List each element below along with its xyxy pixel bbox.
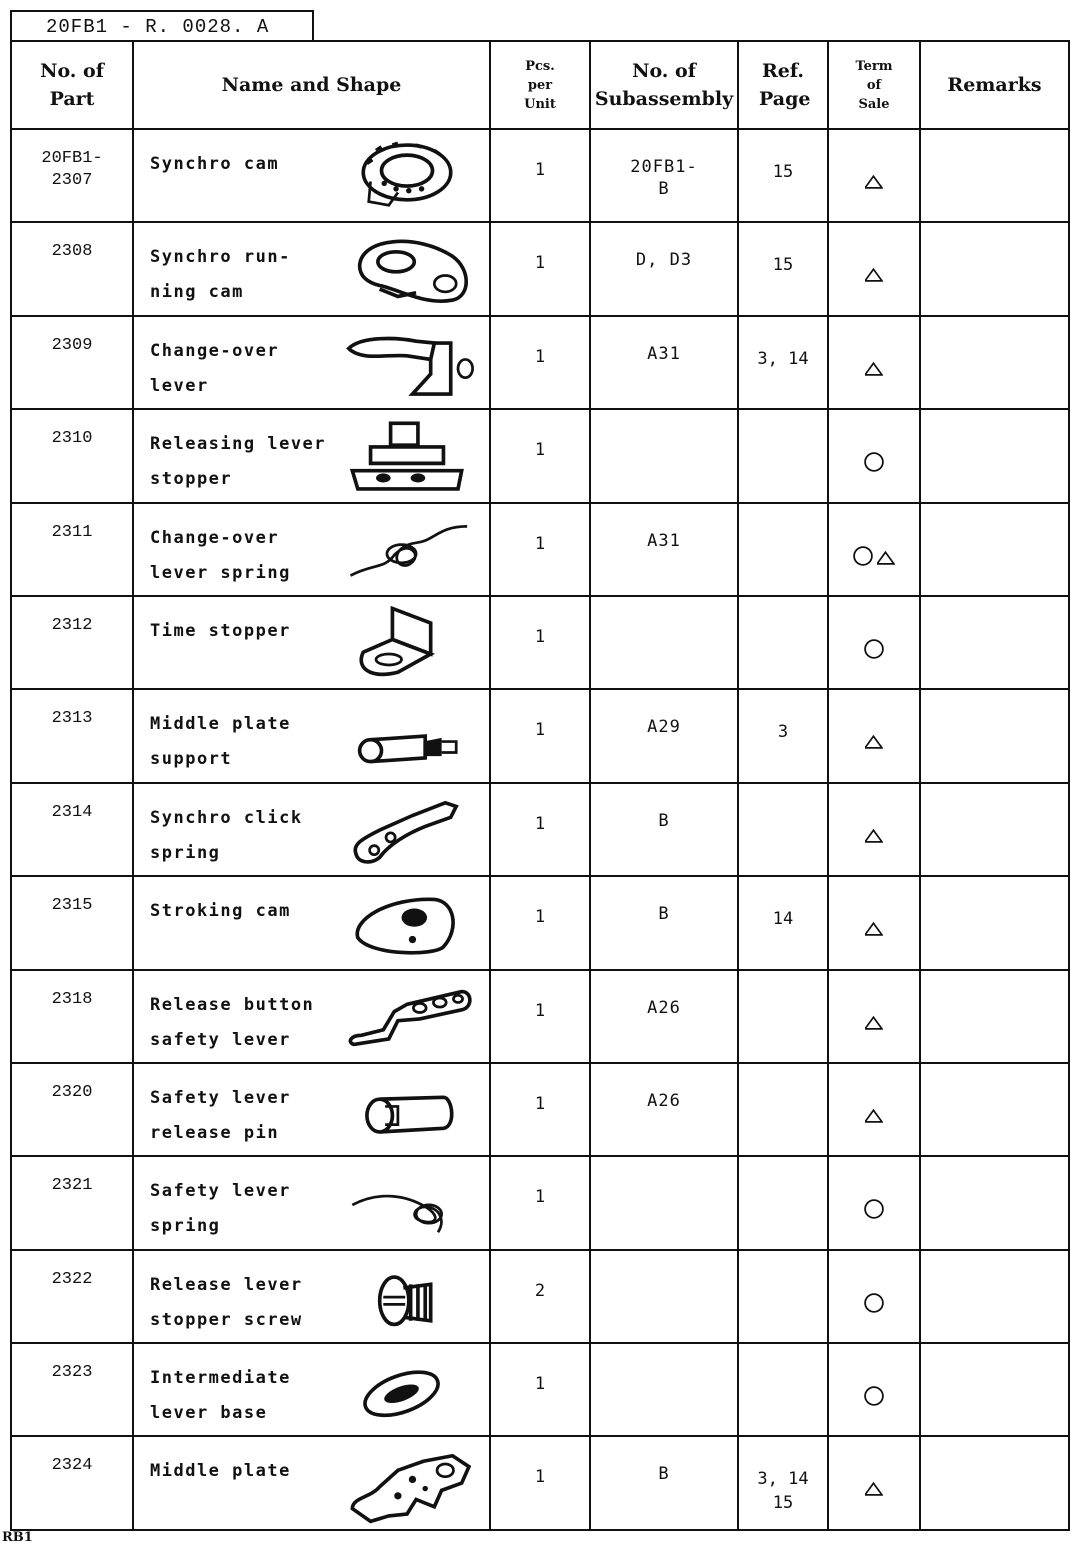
subassembly-number: A29	[590, 689, 738, 782]
plate-support-icon	[337, 696, 477, 778]
pieces-per-unit: 2	[490, 1250, 590, 1343]
table-row	[11, 409, 1069, 502]
part-number: 2311	[11, 503, 133, 596]
remarks-cell	[920, 316, 1069, 409]
part-name: Safety lever release pin	[150, 1087, 291, 1143]
click-spring-icon	[337, 790, 477, 872]
part-name: Middle plate support	[150, 714, 291, 770]
ref-page	[738, 1250, 828, 1343]
header-ref-page: Ref. Page	[738, 41, 828, 129]
term-of-sale	[828, 783, 920, 876]
term-of-sale	[828, 409, 920, 502]
remarks-cell	[920, 596, 1069, 689]
part-name-cell	[133, 689, 490, 782]
subassembly-number: B	[590, 1436, 738, 1529]
part-name: Releasing lever stopper	[150, 434, 327, 490]
stroking-cam-icon	[337, 883, 477, 965]
remarks-cell	[920, 783, 1069, 876]
pieces-per-unit: 1	[490, 596, 590, 689]
table-row	[11, 503, 1069, 596]
ref-page	[738, 783, 828, 876]
part-name-cell	[133, 316, 490, 409]
ref-page: 3, 14	[738, 316, 828, 409]
table-row	[11, 222, 1069, 315]
term-of-sale	[828, 222, 920, 315]
ref-page: 15	[738, 222, 828, 315]
part-name: Time stopper	[150, 620, 291, 641]
part-name-cell	[133, 783, 490, 876]
triangle-icon	[865, 732, 883, 750]
lever-base-icon	[337, 1350, 477, 1432]
part-name: Middle plate	[150, 1461, 291, 1482]
part-number: 2324	[11, 1436, 133, 1529]
remarks-cell	[920, 1250, 1069, 1343]
part-name-cell	[133, 222, 490, 315]
part-number: 2315	[11, 876, 133, 969]
part-name: Synchro cam	[150, 154, 280, 174]
running-cam-icon	[337, 229, 477, 311]
part-name-cell	[133, 1250, 490, 1343]
ref-page	[738, 1063, 828, 1156]
pieces-per-unit: 1	[490, 409, 590, 502]
term-of-sale	[828, 1250, 920, 1343]
triangle-icon	[865, 1013, 883, 1031]
term-of-sale	[828, 129, 920, 222]
release-pin-icon	[337, 1070, 477, 1152]
part-name: Intermediate lever base	[150, 1368, 291, 1424]
table-row	[11, 596, 1069, 689]
subassembly-number	[590, 596, 738, 689]
part-name: Release lever stopper screw	[150, 1274, 303, 1330]
part-number: 2322	[11, 1250, 133, 1343]
part-number: 2323	[11, 1343, 133, 1436]
circle-icon	[864, 639, 884, 659]
subassembly-number: A31	[590, 503, 738, 596]
stopper-screw-icon	[337, 1257, 477, 1339]
remarks-cell	[920, 129, 1069, 222]
subassembly-number: A26	[590, 1063, 738, 1156]
safety-lever-icon	[337, 977, 477, 1059]
table-row	[11, 316, 1069, 409]
part-name-cell	[133, 503, 490, 596]
part-number: 2321	[11, 1156, 133, 1249]
pieces-per-unit: 1	[490, 689, 590, 782]
table-row	[11, 1156, 1069, 1249]
pieces-per-unit: 1	[490, 970, 590, 1063]
table-row	[11, 1343, 1069, 1436]
table-row	[11, 1063, 1069, 1156]
pieces-per-unit: 1	[490, 222, 590, 315]
subassembly-number: A26	[590, 970, 738, 1063]
subassembly-number: D, D3	[590, 222, 738, 315]
pieces-per-unit: 1	[490, 1063, 590, 1156]
part-name: Synchro run- ning cam	[150, 247, 291, 303]
table-row	[11, 1436, 1069, 1529]
triangle-icon	[865, 172, 883, 190]
header-part-no: No. of Part	[11, 41, 133, 129]
term-of-sale	[828, 876, 920, 969]
part-number: 2308	[11, 222, 133, 315]
part-number: 2318	[11, 970, 133, 1063]
subassembly-number	[590, 1156, 738, 1249]
ref-page	[738, 596, 828, 689]
ref-page	[738, 503, 828, 596]
change-over-lever-icon	[337, 323, 477, 405]
table-row	[11, 970, 1069, 1063]
circle-icon	[864, 1386, 884, 1406]
subassembly-number: 20FB1- B	[590, 129, 738, 222]
triangle-icon	[865, 1106, 883, 1124]
footer-code: RB1	[2, 1530, 33, 1545]
part-name-cell	[133, 1156, 490, 1249]
part-name: Safety lever spring	[150, 1181, 291, 1237]
subassembly-number: A31	[590, 316, 738, 409]
subassembly-number: B	[590, 876, 738, 969]
circle-icon	[864, 1199, 884, 1219]
subassembly-number	[590, 1343, 738, 1436]
part-name: Release button safety lever	[150, 994, 315, 1050]
part-number: 2313	[11, 689, 133, 782]
term-of-sale	[828, 689, 920, 782]
pieces-per-unit: 1	[490, 876, 590, 969]
part-name-cell	[133, 970, 490, 1063]
ref-page: 3, 14 15	[738, 1436, 828, 1529]
parts-table	[10, 40, 1070, 1531]
remarks-cell	[920, 1343, 1069, 1436]
ref-page: 14	[738, 876, 828, 969]
table-row	[11, 783, 1069, 876]
part-name-cell	[133, 1343, 490, 1436]
part-number: 2310	[11, 409, 133, 502]
pieces-per-unit: 1	[490, 1436, 590, 1529]
term-of-sale	[828, 596, 920, 689]
remarks-cell	[920, 689, 1069, 782]
subassembly-number: B	[590, 783, 738, 876]
table-row	[11, 689, 1069, 782]
triangle-icon	[865, 826, 883, 844]
remarks-cell	[920, 970, 1069, 1063]
remarks-cell	[920, 503, 1069, 596]
term-of-sale	[828, 970, 920, 1063]
term-of-sale	[828, 316, 920, 409]
remarks-cell	[920, 222, 1069, 315]
circle-icon	[864, 452, 884, 472]
term-of-sale	[828, 1063, 920, 1156]
middle-plate-icon	[337, 1443, 477, 1525]
part-name: Synchro click spring	[150, 807, 303, 863]
triangle-icon	[865, 359, 883, 377]
triangle-icon	[865, 919, 883, 937]
term-of-sale	[828, 1436, 920, 1529]
triangle-icon	[877, 548, 895, 566]
pieces-per-unit: 1	[490, 503, 590, 596]
remarks-cell	[920, 876, 1069, 969]
part-name: Change-over lever	[150, 340, 280, 396]
ref-page: 3	[738, 689, 828, 782]
time-stopper-icon	[337, 603, 477, 685]
pieces-per-unit: 1	[490, 316, 590, 409]
header-remarks: Remarks	[920, 41, 1069, 129]
triangle-icon	[865, 1479, 883, 1497]
remarks-cell	[920, 1156, 1069, 1249]
header-name-shape: Name and Shape	[133, 41, 490, 129]
safety-spring-icon	[337, 1163, 477, 1245]
term-of-sale	[828, 503, 920, 596]
part-name-cell	[133, 1063, 490, 1156]
part-name-cell	[133, 596, 490, 689]
ref-page: 15	[738, 129, 828, 222]
pieces-per-unit: 1	[490, 1156, 590, 1249]
term-of-sale	[828, 1156, 920, 1249]
part-name-cell	[133, 129, 490, 222]
table-row	[11, 129, 1069, 222]
term-of-sale	[828, 1343, 920, 1436]
circle-icon	[853, 546, 873, 566]
part-name-cell	[133, 876, 490, 969]
triangle-icon	[865, 265, 883, 283]
circle-icon	[864, 1293, 884, 1313]
synchro-cam-icon	[337, 136, 477, 218]
header-row	[11, 41, 1069, 129]
remarks-cell	[920, 1436, 1069, 1529]
part-name-cell	[133, 409, 490, 502]
ref-page	[738, 1343, 828, 1436]
subassembly-number	[590, 409, 738, 502]
document-id: 20FB1 - R. 0028. A	[10, 10, 314, 40]
part-name-cell	[133, 1436, 490, 1529]
ref-page	[738, 970, 828, 1063]
part-name: Change-over lever spring	[150, 527, 291, 583]
part-number: 2314	[11, 783, 133, 876]
header-subassembly: No. of Subassembly	[590, 41, 738, 129]
part-name: Stroking cam	[150, 901, 291, 922]
pieces-per-unit: 1	[490, 129, 590, 222]
table-row	[11, 1250, 1069, 1343]
ref-page	[738, 1156, 828, 1249]
part-number: 2309	[11, 316, 133, 409]
part-number: 20FB1- 2307	[11, 129, 133, 222]
subassembly-number	[590, 1250, 738, 1343]
remarks-cell	[920, 409, 1069, 502]
table-row	[11, 876, 1069, 969]
ref-page	[738, 409, 828, 502]
lever-spring-icon	[337, 510, 477, 592]
pieces-per-unit: 1	[490, 783, 590, 876]
part-number: 2320	[11, 1063, 133, 1156]
pieces-per-unit: 1	[490, 1343, 590, 1436]
remarks-cell	[920, 1063, 1069, 1156]
part-number: 2312	[11, 596, 133, 689]
header-pcs-per-unit: Pcs. per Unit	[490, 41, 590, 129]
header-term-of-sale: Term of Sale	[828, 41, 920, 129]
lever-stopper-icon	[337, 416, 477, 498]
